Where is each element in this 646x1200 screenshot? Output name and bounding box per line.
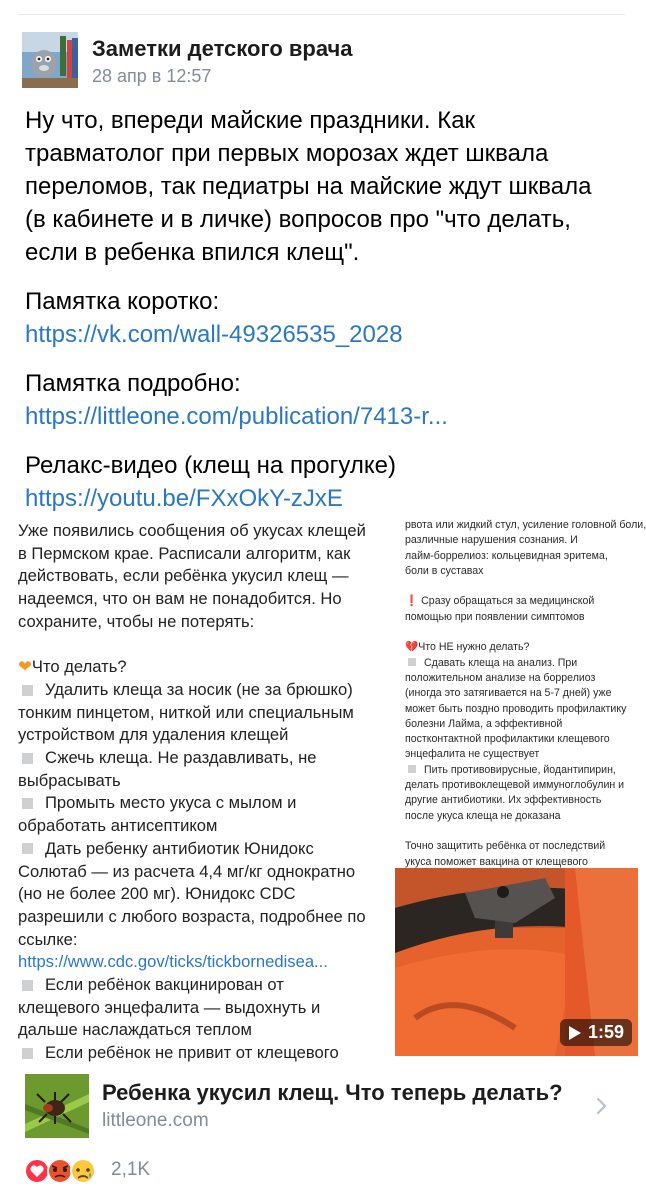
relax-video-link[interactable]: https://youtu.be/FXxOkY-zJxE bbox=[25, 485, 343, 512]
video-attachment[interactable] bbox=[395, 868, 638, 1056]
bullet-icon bbox=[22, 843, 33, 854]
link-card-title[interactable]: Ребенка укусил клещ. Что теперь делать? bbox=[102, 1080, 563, 1105]
bullet-icon bbox=[22, 1048, 33, 1059]
post-date[interactable]: 28 апр в 12:57 bbox=[92, 66, 212, 86]
attachment-image-right[interactable] bbox=[395, 519, 646, 868]
broken-heart-icon: 💔 bbox=[405, 641, 419, 654]
short-memo-link[interactable]: https://vk.com/wall-49326535_2028 bbox=[25, 321, 403, 348]
chevron-right-icon[interactable] bbox=[594, 1096, 610, 1116]
bullet-icon bbox=[22, 798, 33, 809]
attachment-left-text: Уже появились сообщения об укусах клещей в Пермском крае. Расписали алгоритм, как действовать, если ребёнка укусил клещ — надеемся, что он вам не понадобится. Но сохраните, чтобы не потерять: ❤Что делать? Удалить клеща за носик (не за брюшко) тонким пинцетом, ниткой или специальным устройством для удаления клещей Сжечь клеща. Не раздавливать, не выбрасывать Промыть место укуса с мылом и обработать антисептиком Дать ребенку антибиотик Юнидокс Солютаб — из расчета 4,4 мг/кг однократно (но не более 200 мг). Юнидокс CDC разрешили с любого возраста, подробнее по ссылке: https://www.cdc.gov/ticks/tickbornedisea... Если ребёнок вакцинирован от клещевого энцефалита — выдохнуть и дальше наслаждаться теплом Если ребёнок не привит от клещевого bbox=[18, 521, 366, 1063]
detail-memo-label: Памятка подробно: bbox=[25, 370, 241, 397]
play-icon bbox=[568, 1025, 582, 1041]
relax-video-label: Релакс-видео (клещ на прогулке) bbox=[25, 452, 396, 479]
heart-reaction-icon bbox=[25, 1159, 49, 1183]
angry-reaction-icon bbox=[48, 1159, 72, 1183]
video-duration: 1:59 bbox=[560, 1019, 632, 1046]
bullet-icon bbox=[22, 685, 33, 696]
link-card-thumbnail[interactable] bbox=[25, 1074, 89, 1138]
community-avatar[interactable] bbox=[22, 32, 78, 88]
avatar-image bbox=[22, 32, 78, 88]
detail-memo-link[interactable]: https://littleone.com/publication/7413-r... bbox=[25, 403, 448, 430]
link-card-domain[interactable]: littleone.com bbox=[102, 1110, 209, 1131]
bullet-icon bbox=[22, 980, 33, 991]
short-memo-label: Памятка коротко: bbox=[25, 288, 220, 315]
post-author[interactable]: Заметки детского врача bbox=[92, 36, 353, 61]
bullet-icon bbox=[408, 765, 416, 773]
bullet-icon bbox=[22, 753, 33, 764]
post-intro: Ну что, впереди майские праздники. Как травматолог при первых морозах ждет шквала переломов, так педиатры на майские ждут шквала (в кабинете и в личке) вопросов про "что делать, если в ребенка впился клещ". bbox=[25, 107, 592, 266]
tick-image bbox=[25, 1074, 89, 1138]
exclamation-icon: ❗ bbox=[405, 595, 419, 608]
reactions-count[interactable]: 2,1K bbox=[111, 1159, 151, 1180]
bullet-icon bbox=[408, 658, 416, 666]
attachment-right-text: рвота или жидкий стул, усиление головной боли, различные нарушения сознания. И лайм-боррелиоз: кольцевидная эритема, боли в суставах ❗ Сразу обращаться за медицинской помощью при появлении симптомов 💔Что НЕ нужно делать? Сдавать клеща на анализ. При положительном анализе на боррелиоз (иногда это затягивается на 5-7 дней) уже может быть поздно проводить профилактику болезни Лайма, а эффективной постконтактной профилактики клещевого энцефалита не существует Пить противовирусные, йодантипирин, делать противоклещевой иммуноглобулин и другие антибиотики. Их эффективность после укуса клеща не доказана Точно защитить ребёнка от последствий укуса поможет вакцина от клещевого bbox=[405, 519, 646, 868]
attachment-image-left[interactable] bbox=[0, 521, 390, 1063]
post-text bbox=[25, 104, 625, 531]
top-divider bbox=[18, 14, 625, 15]
sad-reaction-icon bbox=[71, 1159, 95, 1183]
reactions-summary[interactable] bbox=[24, 1156, 114, 1186]
orange-heart-icon: ❤ bbox=[18, 657, 32, 677]
